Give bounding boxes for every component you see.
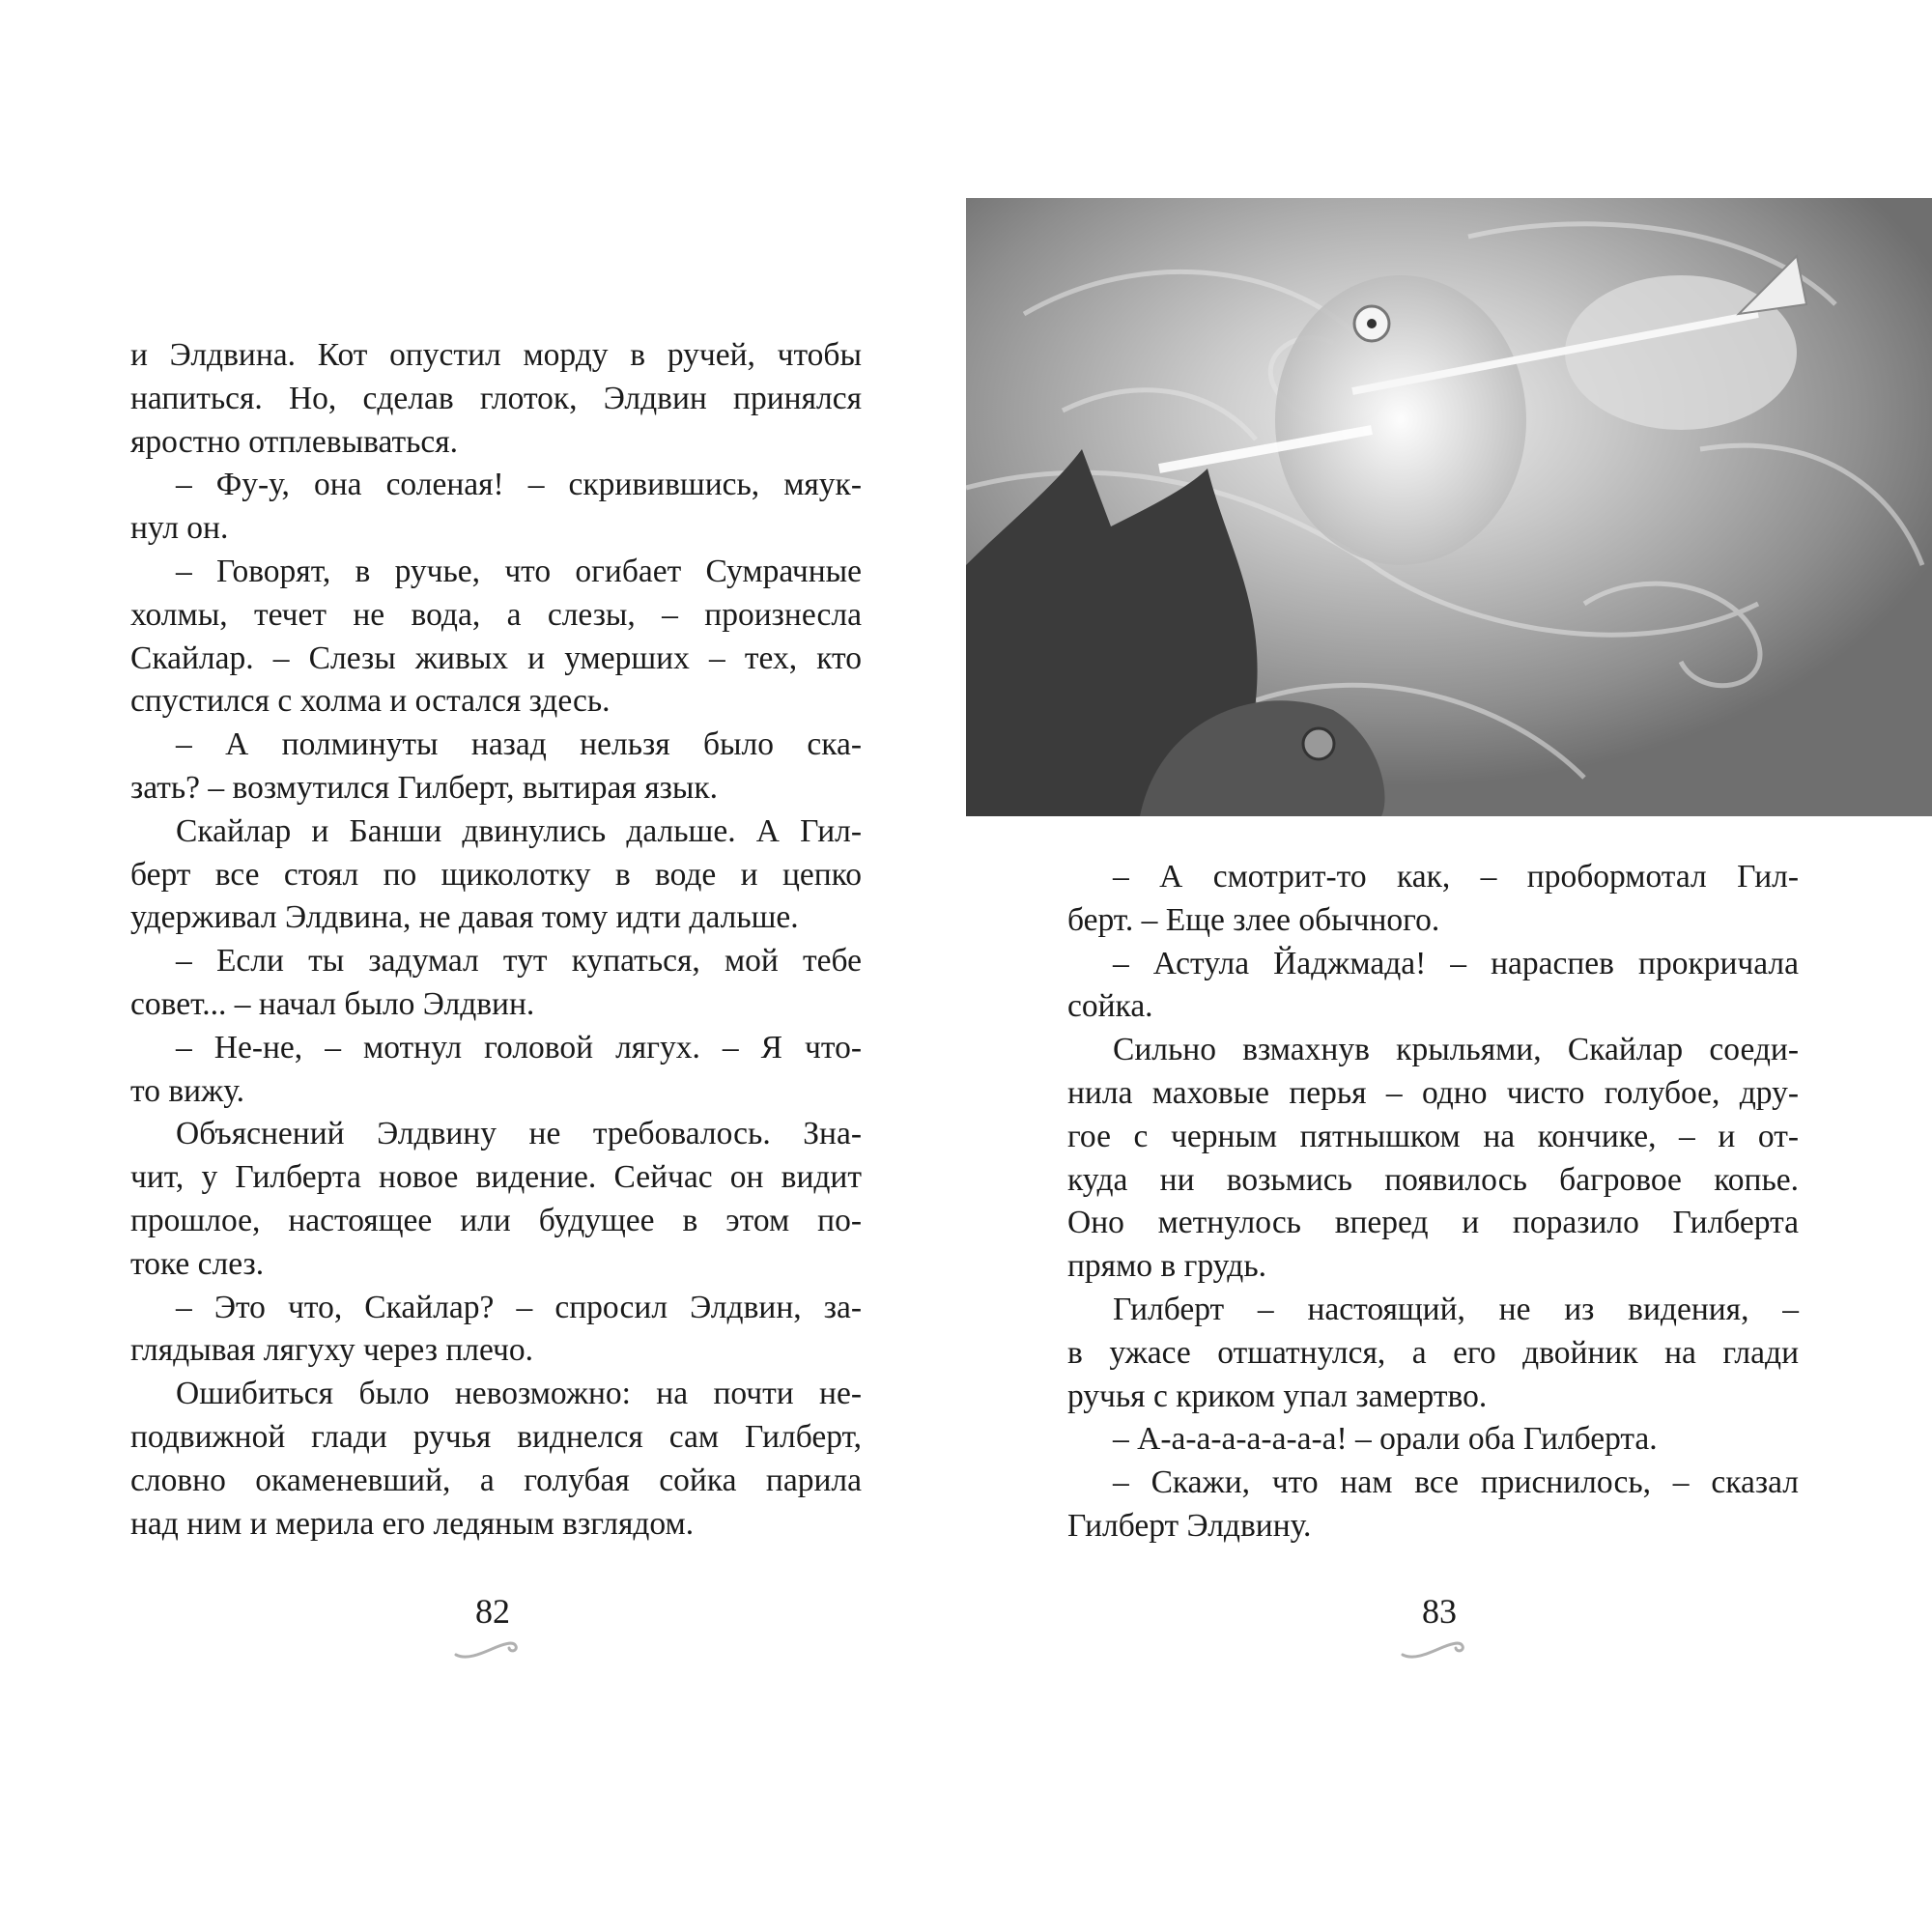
- text-line: подвижной глади ручья виднелся сам Гилберт,: [130, 1418, 862, 1455]
- text-line: совет... – начал было Элдвин.: [130, 985, 535, 1022]
- text-line: спустился с холма и остался здесь.: [130, 683, 611, 720]
- text-line: Объяснений Элдвину не требовалось. Зна-: [176, 1116, 862, 1152]
- text-line: зать? – возмутился Гилберт, вытирая язык.: [130, 769, 718, 806]
- swash-ornament-icon: [1401, 1637, 1468, 1661]
- text-line: – Это что, Скайлар? – спросил Элдвин, за-: [176, 1289, 862, 1325]
- text-line: нила маховые перья – одно чисто голубое, дру-: [1067, 1074, 1799, 1111]
- left-page-body-text: [130, 334, 862, 1546]
- text-line: яростно отплевываться.: [130, 423, 459, 460]
- text-line: прямо в грудь.: [1067, 1248, 1266, 1285]
- text-line: – Говорят, в ручье, что огибает Сумрачные: [176, 553, 862, 589]
- text-line: прошлое, настоящее или будущее в этом по-: [130, 1202, 862, 1238]
- text-line: словно окаменевший, а голубая сойка парила: [130, 1462, 862, 1498]
- text-line: холмы, течет не вода, а слезы, – произнесла: [130, 596, 862, 633]
- text-line: Оно метнулось вперед и поразило Гилберта: [1067, 1205, 1799, 1241]
- text-line: сойка.: [1067, 988, 1153, 1025]
- text-line: чит, у Гилберта новое видение. Сейчас он видит: [130, 1159, 862, 1196]
- text-line: Скайлар. – Слезы живых и умерших – тех, кто: [130, 639, 862, 676]
- right-page-body-text: [1067, 856, 1799, 1548]
- text-line: ручья с криком упал замертво.: [1067, 1378, 1488, 1414]
- text-line: Сильно взмахнув крыльями, Скайлар соеди-: [1113, 1032, 1799, 1068]
- story-illustration: [966, 198, 1932, 816]
- text-line: Гилберт Элдвину.: [1067, 1507, 1312, 1544]
- page-number-right: 83: [1422, 1592, 1457, 1631]
- text-line: в ужасе отшатнулся, а его двойник на глади: [1067, 1334, 1799, 1371]
- text-line: – А-а-а-а-а-а-а-а! – орали оба Гилберта.: [1113, 1421, 1658, 1458]
- text-line: над ним и мерила его ледяным взглядом.: [130, 1505, 695, 1542]
- text-line: и Элдвина. Кот опустил морду в ручей, чтобы: [130, 337, 862, 373]
- text-line: – А смотрит-то как, – пробормотал Гил-: [1113, 859, 1799, 895]
- text-line: гое с черным пятнышком на кончике, – и от-: [1067, 1118, 1799, 1154]
- text-line: Ошибиться было невозможно: на почти не-: [176, 1376, 862, 1412]
- text-line: токе слез.: [130, 1245, 265, 1282]
- swash-ornament-icon: [454, 1637, 522, 1661]
- text-line: нул он.: [130, 510, 229, 547]
- text-line: куда ни возьмись появилось багровое копье.: [1067, 1161, 1799, 1198]
- text-line: – Если ты задумал тут купаться, мой тебе: [176, 943, 862, 980]
- text-line: Гилберт – настоящий, не из видения, –: [1113, 1291, 1799, 1327]
- text-line: – А полминуты назад нельзя было ска-: [176, 726, 862, 763]
- text-line: – Не-не, – мотнул головой лягух. – Я что-: [176, 1029, 862, 1065]
- text-line: Скайлар и Банши двинулись дальше. А Гил-: [176, 812, 862, 849]
- text-line: берт. – Еще злее обычного.: [1067, 901, 1440, 938]
- text-line: удерживал Элдвина, не давая тому идти дальше.: [130, 899, 799, 936]
- page-number-left: 82: [475, 1592, 510, 1631]
- text-line: глядывая лягуху через плечо.: [130, 1332, 533, 1369]
- text-line: – Скажи, что нам все приснилось, – сказал: [1113, 1464, 1799, 1501]
- text-line: – Астула Йаджмада! – нараспев прокричала: [1113, 945, 1799, 981]
- text-line: берт все стоял по щиколотку в воде и цепко: [130, 856, 862, 893]
- text-line: – Фу-у, она соленая! – скривившись, мяук-: [176, 467, 862, 503]
- text-line: напиться. Но, сделав глоток, Элдвин принялся: [130, 380, 862, 416]
- text-line: то вижу.: [130, 1072, 244, 1109]
